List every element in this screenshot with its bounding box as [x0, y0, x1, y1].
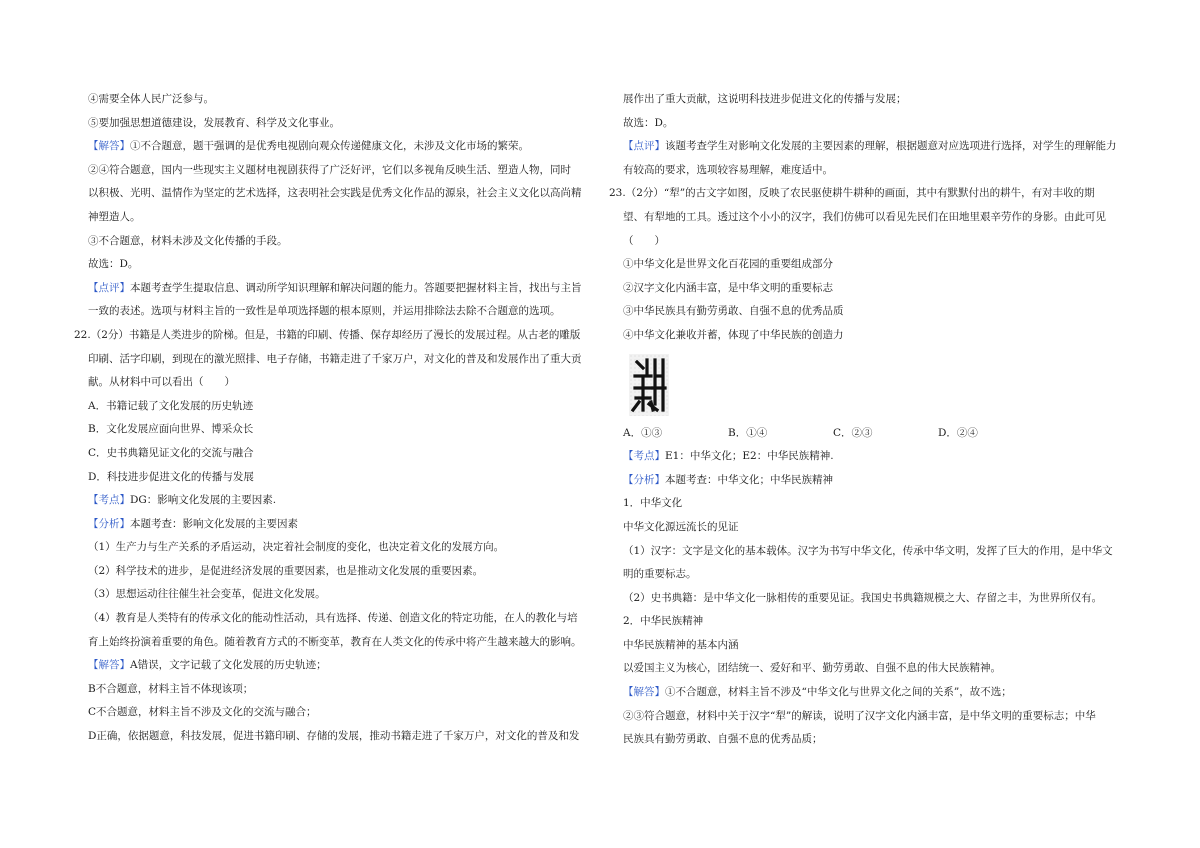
line-text: 本题考查：影响文化发展的主要因素 — [130, 517, 298, 530]
section-tag: 【点评】 — [623, 140, 665, 153]
line-text: ②③符合题意，材料中关于汉字“犁”的解读，说明了汉字文化内涵丰富，是中华文明的重要标志；中华 — [623, 709, 1096, 722]
text-line — [623, 634, 1135, 658]
text-line — [74, 324, 600, 348]
text-line — [88, 135, 600, 159]
section-tag: 【解答】 — [88, 659, 130, 672]
text-line — [623, 206, 1135, 230]
line-text: 以积极、光明、温情作为坚定的艺术选择，这表明社会实践是优秀文化作品的源泉，社会主义文化以高尚精 — [88, 187, 582, 200]
text-line — [623, 587, 1135, 611]
line-text: （2分）书籍是人类进步的阶梯。但是，书籍的印刷、传播、保存却经历了漫长的发展过程。从古老的雕版 — [90, 328, 581, 341]
text-line — [88, 182, 600, 206]
text-line — [623, 469, 1135, 493]
line-text: 中华文化源远流长的见证 — [623, 520, 739, 533]
text-line — [88, 395, 600, 419]
text-line — [623, 445, 1135, 469]
line-text: ④需要全体人民广泛参与。 — [88, 93, 214, 105]
line-text: E1：中华文化；E2：中华民族精神. — [665, 450, 834, 463]
seal-glyph-icon — [629, 354, 669, 416]
text-line — [88, 159, 600, 183]
line-text: （2分）“犁”的古文字如图，反映了农民驱使耕牛耕种的画面，其中有默默付出的耕牛，有对丰收的期 — [625, 187, 1095, 200]
line-text: 中华民族精神的基本内涵 — [623, 638, 739, 651]
text-line — [88, 418, 600, 442]
text-line — [623, 657, 1135, 681]
text-line — [88, 230, 600, 254]
text-line — [623, 705, 1135, 729]
line-text: 故选：D。 — [623, 116, 674, 129]
line-text: 献。从材料中可以看出（ ） — [88, 376, 235, 389]
text-line — [88, 88, 600, 112]
line-text: ①不合题意，题干强调的是优秀电视剧向观众传递健康文化，未涉及文化市场的繁荣。 — [130, 140, 529, 153]
line-text: （1）汉字：文字是文化的基本载体。汉字为书写中华文化，传承中华文明，发挥了巨大的作用，是中华文 — [623, 544, 1113, 557]
line-text: （2）史书典籍：是中华文化一脉相传的重要见证。我国史书典籍规模之大、存留之丰，为世界所仅有。 — [623, 591, 1103, 604]
line-text: ⑤要加强思想道德建设，发展教育、科学及文化事业。 — [88, 116, 340, 129]
text-line — [88, 583, 600, 607]
line-text: A．书籍记载了文化发展的历史轨迹 — [88, 399, 254, 412]
text-line — [88, 607, 600, 631]
section-tag: 【考点】 — [623, 450, 665, 463]
text-line — [623, 135, 1135, 159]
line-text: 有较高的要求，选项较容易理解，难度适中。 — [623, 163, 833, 176]
right-column — [609, 88, 1135, 752]
text-line — [623, 230, 1135, 254]
text-line — [88, 253, 600, 277]
text-line — [88, 536, 600, 560]
text-line — [623, 540, 1135, 564]
line-text: B．文化发展应面向世界、博采众长 — [88, 423, 254, 436]
line-text: 神塑造人。 — [88, 210, 141, 223]
text-line — [88, 277, 600, 301]
left-column — [74, 88, 600, 749]
text-line — [623, 728, 1135, 752]
text-line — [88, 371, 600, 395]
line-text: 育上始终扮演着重要的角色。随着教育方式的不断变革，教育在人类文化的传承中将产生越来越大的影响。 — [88, 635, 582, 648]
text-line — [88, 442, 600, 466]
line-text: DG：影响文化发展的主要因素. — [130, 494, 277, 507]
text-line — [88, 701, 600, 725]
line-text: （1）生产力与生产关系的矛盾运动，决定着社会制度的变化，也决定着文化的发展方向。 — [88, 541, 505, 554]
text-line — [88, 654, 600, 678]
line-text: ③中华民族具有勤劳勇敢、自强不息的优秀品质 — [623, 305, 844, 318]
section-tag: 【解答】 — [88, 140, 130, 153]
section-tag: 【考点】 — [88, 494, 130, 507]
text-line — [88, 678, 600, 702]
line-text: ①不合题意，材料主旨不涉及“中华文化与世界文化之间的关系”，故不选； — [665, 686, 1012, 699]
question-23-answer — [623, 445, 1135, 752]
text-line — [623, 300, 1135, 324]
line-text: 印刷、活字印刷，到现在的激光照排、电子存储，书籍走进了千家万户，对文化的普及和发展作出了重大贡 — [88, 352, 582, 365]
line-text: 展作出了重大贡献，这说明科技进步促进文化的传播与发展； — [623, 93, 907, 105]
line-text: 2．中华民族精神 — [623, 615, 704, 628]
line-text: C．史书典籍见证文化的交流与融合 — [88, 446, 254, 459]
line-text: （4）教育是人类特有的传承文化的能动性活动，具有选择、传递、创造文化的特定功能，在人的教化与培 — [88, 612, 578, 625]
question-23-text — [609, 88, 1135, 348]
section-tag: 【解答】 — [623, 686, 665, 699]
text-line — [623, 563, 1135, 587]
option-c: C．②③ — [833, 426, 873, 439]
line-text: C不合题意，材料主旨不涉及文化的交流与融合； — [88, 706, 317, 719]
section-tag: 【分析】 — [623, 473, 665, 486]
line-text: D正确，依据题意，科技发展，促进书籍印刷、存储的发展，推动书籍走进了千家万户，对文化的普及和发 — [88, 730, 580, 743]
ancient-character-li-image — [629, 354, 669, 416]
line-text: 以爱国主义为核心，团结统一、爱好和平、勤劳勇敢、自强不息的伟大民族精神。 — [623, 662, 1001, 675]
line-text: 本题考查：中华文化；中华民族精神 — [665, 473, 833, 486]
line-text: B不合题意，材料主旨不体现该项； — [88, 682, 254, 695]
text-line — [88, 560, 600, 584]
text-line — [609, 182, 1135, 206]
line-text: D．科技进步促进文化的传播与发展 — [88, 470, 254, 483]
line-text: ①中华文化是世界文化百花园的重要组成部分 — [623, 258, 833, 271]
text-line — [623, 516, 1135, 540]
text-line — [88, 112, 600, 136]
option-d: D．②④ — [938, 426, 978, 439]
line-text: 民族具有勤劳勇敢、自强不息的优秀品质； — [623, 733, 823, 746]
text-line — [88, 206, 600, 230]
line-text: ②④符合题意，国内一些现实主义题材电视剧获得了广泛好评，它们以多视角反映生活、塑造人物，同时 — [88, 163, 571, 176]
line-text: ②汉字文化内涵丰富，是中华文明的重要标志 — [623, 281, 833, 294]
line-text: 明的重要标志。 — [623, 568, 697, 581]
text-line — [88, 348, 600, 372]
text-line — [623, 277, 1135, 301]
line-text: 一致的表述。选项与材料主旨的一致性是单项选择题的根本原则，并运用排除法去除不合题意的选项。 — [88, 305, 561, 318]
text-line — [623, 492, 1135, 516]
text-line — [88, 489, 600, 513]
line-text: A错误，文字记载了文化发展的历史轨迹； — [130, 659, 327, 672]
text-line — [623, 610, 1135, 634]
line-text: （2）科学技术的进步，是促进经济发展的重要因素，也是推动文化发展的重要因素。 — [88, 564, 484, 577]
text-line — [88, 725, 600, 749]
line-text: 1．中华文化 — [623, 497, 683, 510]
section-tag: 【分析】 — [88, 517, 130, 530]
question-number: 23. — [609, 187, 626, 200]
option-b: B．①④ — [728, 426, 768, 439]
line-text: 本题考查学生提取信息、调动所学知识理解和解决问题的能力。答题要把握材料主旨，找出与主旨 — [130, 281, 582, 294]
line-text: 该题考查学生对影响文化发展的主要因素的理解，根据题意对应选项进行选择，对学生的理解能力 — [665, 140, 1117, 153]
line-text: （ ） — [623, 234, 665, 247]
line-text: 望、有犁地的工具。透过这个小小的汉字，我们仿佛可以看见先民们在田地里艰辛劳作的身影。由此可见 — [623, 210, 1106, 223]
line-text: ④中华文化兼收并蓄，体现了中华民族的创造力 — [623, 328, 844, 341]
option-a: A．①③ — [623, 426, 663, 439]
text-line — [623, 324, 1135, 348]
text-line — [88, 300, 600, 324]
line-text: （3）思想运动往往催生社会变革，促进文化发展。 — [88, 588, 326, 601]
question-number: 22. — [74, 328, 91, 341]
text-line — [623, 88, 1135, 112]
text-line — [623, 253, 1135, 277]
section-tag: 【点评】 — [88, 281, 130, 294]
text-line — [623, 112, 1135, 136]
text-line — [88, 631, 600, 655]
text-line — [623, 159, 1135, 183]
line-text: ③不合题意，材料未涉及文化传播的手段。 — [88, 234, 288, 247]
line-text: 故选：D。 — [88, 258, 139, 271]
text-line — [88, 513, 600, 537]
text-line — [88, 466, 600, 490]
q23-options — [623, 422, 1135, 446]
text-line — [623, 681, 1135, 705]
